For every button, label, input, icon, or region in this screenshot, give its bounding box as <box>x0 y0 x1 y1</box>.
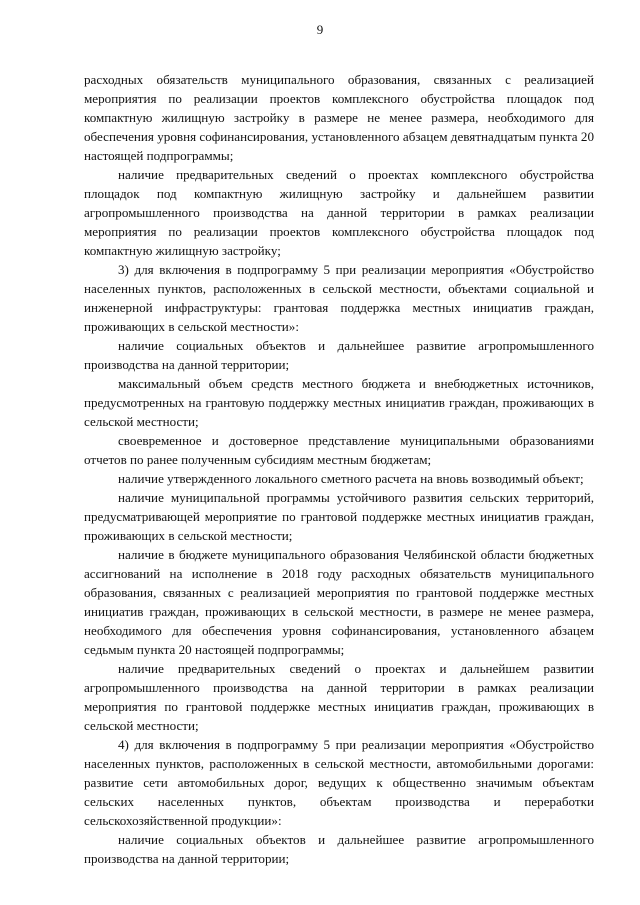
paragraph: 4) для включения в подпрограмму 5 при реализации мероприятия «Обустройство населенных пунктов, расположенных в сельской местности, автомобильными дорогами: развитие сети автомобильных дорог, ведущих к общественно значимым объектам сельских населенных пунктов, объектам производства и переработки сельскохозяйственной продукции»: <box>84 737 594 828</box>
paragraph: максимальный объем средств местного бюджета и внебюджетных источников, предусмотренных на грантовую поддержку местных инициатив граждан, проживающих в сельской местности; <box>84 376 594 429</box>
paragraph: наличие социальных объектов и дальнейшее развитие агропромышленного производства на данной территории; <box>84 338 594 372</box>
paragraph: 3) для включения в подпрограмму 5 при реализации мероприятия «Обустройство населенных пунктов, расположенных в сельской местности, объектами социальной и инженерной инфраструктуры: грантовая поддержка местных инициатив граждан, проживающих в сельской местности»: <box>84 262 594 334</box>
paragraph: наличие утвержденного локального сметного расчета на вновь возводимый объект; <box>118 471 584 486</box>
paragraph: расходных обязательств муниципального образования, связанных с реализацией мероприятия по реализации проектов комплексного обустройства площадок под компактную жилищную застройку в размере не менее размера, необходимого для обеспечения уровня софинансирования, установленного абзацем девятнадцатым пункта 20 настоящей подпрограммы; <box>84 72 594 163</box>
paragraph: наличие социальных объектов и дальнейшее развитие агропромышленного производства на данной территории; <box>84 832 594 866</box>
page-number: 9 <box>316 22 324 37</box>
paragraph: наличие в бюджете муниципального образования Челябинской области бюджетных ассигнований на исполнение в 2018 году расходных обязательств муниципального образования, связанных с реализацией мероприятия по грантовой поддержке местных инициатив граждан, проживающих в сельской местности, в размере не менее размера, необходимого для обеспечения уровня софинансирования, установленного абзацем седьмым пункта 20 настоящей подпрограммы; <box>84 547 594 657</box>
paragraph: своевременное и достоверное представление муниципальными образованиями отчетов по ранее полученным субсидиям местным бюджетам; <box>84 433 594 467</box>
paragraph: наличие муниципальной программы устойчивого развития сельских территорий, предусматривающей мероприятие по грантовой поддержке местных инициатив граждан, проживающих в сельской местности; <box>84 490 594 543</box>
paragraph: наличие предварительных сведений о проектах комплексного обустройства площадок под компактную жилищную застройку и дальнейшем развитии агропромышленного производства на данной территории в рамках реализации мероприятия по реализации проектов комплексного обустройства площадок под компактную жилищную застройку; <box>84 167 594 258</box>
document-body <box>84 70 594 868</box>
paragraph: наличие предварительных сведений о проектах и дальнейшем развитии агропромышленного производства на данной территории в рамках реализации мероприятия по грантовой поддержке местных инициатив граждан, проживающих в сельской местности; <box>84 661 594 733</box>
